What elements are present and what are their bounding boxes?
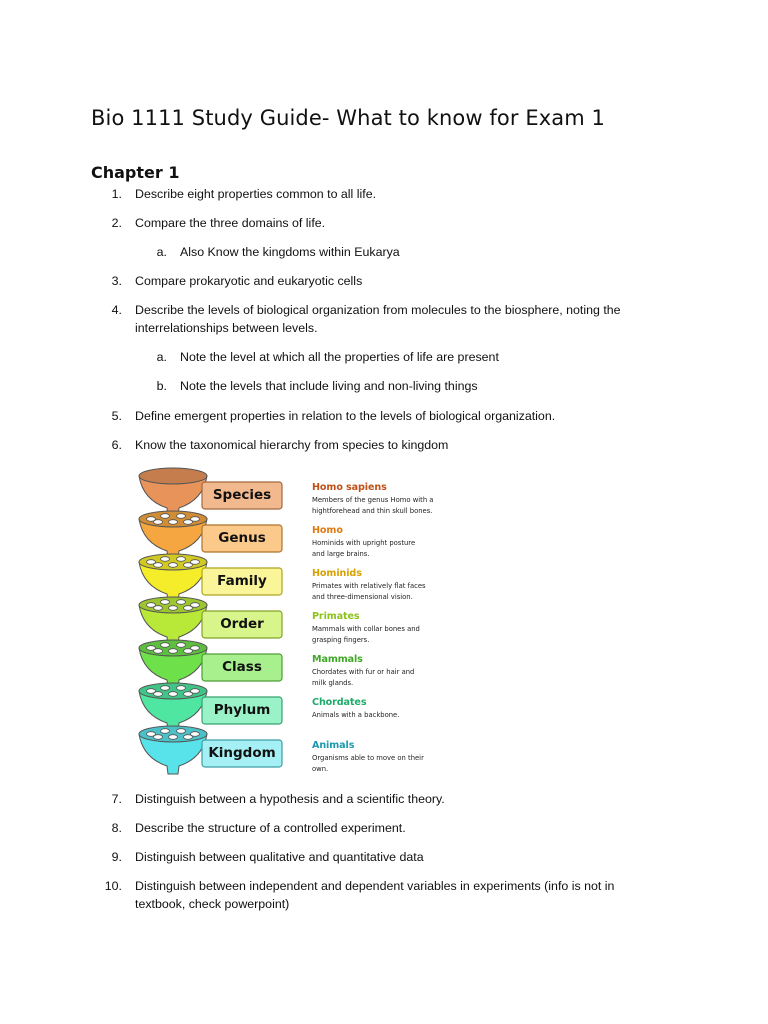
- list-item-text: Distinguish between a hypothesis and a scientific theory.: [135, 792, 445, 806]
- taxon-group-name: Hominids: [312, 568, 362, 579]
- funnel-hole: [154, 520, 163, 525]
- description-line: grasping fingers.: [312, 635, 370, 644]
- taxon-group-name: Homo sapiens: [312, 482, 387, 493]
- taxon-group-name: Chordates: [312, 697, 367, 708]
- description-line: Animals with a backbone.: [312, 711, 400, 719]
- list-item-text: Compare the three domains of life.: [135, 216, 326, 230]
- list-item-text: Know the taxonomical hierarchy from species to kingdom: [135, 438, 449, 452]
- description-line: Primates with relatively flat faces: [312, 582, 426, 590]
- funnel-hole: [177, 643, 186, 648]
- list-item-number: 5.: [111, 409, 122, 423]
- funnel-hole: [177, 514, 186, 519]
- list-item-number: 7.: [111, 792, 122, 806]
- funnel-hole: [169, 563, 178, 568]
- funnel-rim: [139, 468, 207, 484]
- description-line: own.: [312, 764, 329, 773]
- list-item-text: Describe the structure of a controlled experiment.: [135, 821, 406, 835]
- funnel-hole: [169, 520, 178, 525]
- funnel-hole: [161, 514, 170, 519]
- funnel-hole: [154, 606, 163, 611]
- taxon-rank-label: Family: [217, 573, 267, 589]
- funnel-hole: [154, 649, 163, 654]
- taxon-group-description: [312, 667, 436, 688]
- description-line: hightforehead and thin skull bones.: [312, 506, 433, 515]
- list-item-number: b.: [156, 379, 167, 393]
- taxon-group-description: [312, 538, 436, 559]
- taxon-group-name: Homo: [312, 525, 343, 536]
- list-item-text-continued: textbook, check powerpoint): [135, 897, 290, 911]
- funnel-hole: [169, 606, 178, 611]
- funnel-hole: [154, 563, 163, 568]
- taxonomy-funnel-figure: [136, 466, 436, 782]
- description-line: Members of the genus Homo with a: [312, 496, 434, 504]
- taxon-group-name: Mammals: [312, 654, 363, 665]
- taxon-rank-label: Order: [220, 616, 264, 632]
- description-line: Organisms able to move on their: [312, 754, 424, 762]
- list-item-text: Define emergent properties in relation to the levels of biological organization.: [135, 409, 556, 423]
- taxon-rank-label: Kingdom: [208, 745, 276, 761]
- description-line: Hominids with upright posture: [312, 539, 416, 547]
- page-title: Bio 1111 Study Guide- What to know for Exam 1: [91, 106, 605, 130]
- description-line: milk glands.: [312, 678, 354, 687]
- funnel-hole: [161, 643, 170, 648]
- list-item-text: Describe the levels of biological organization from molecules to the biosphere, noting the: [135, 303, 621, 317]
- funnel-hole: [161, 557, 170, 562]
- funnel-hole: [184, 692, 193, 697]
- funnel-hole: [169, 692, 178, 697]
- description-line: and three-dimensional vision.: [312, 592, 413, 601]
- chapter-heading: Chapter 1: [91, 163, 180, 182]
- funnel-hole: [169, 649, 178, 654]
- taxon-group-description: [312, 624, 436, 645]
- funnel-hole: [177, 600, 186, 605]
- list-item-number: 10.: [104, 879, 122, 893]
- description-line: Mammals with collar bones and: [312, 625, 420, 633]
- description-line: and large brains.: [312, 549, 370, 558]
- funnel-hole: [177, 686, 186, 691]
- taxon-rank-label: Species: [212, 487, 272, 503]
- funnel-hole: [161, 686, 170, 691]
- taxon-group-description: [312, 495, 436, 516]
- list-item-number: 4.: [111, 303, 122, 317]
- list-item-text: Compare prokaryotic and eukaryotic cells: [135, 274, 363, 288]
- taxon-rank-label: Class: [222, 659, 262, 675]
- list-item-text: Describe eight properties common to all life.: [135, 187, 377, 201]
- taxon-group-description: [312, 581, 436, 602]
- list-item-text: Note the levels that include living and non-living things: [180, 379, 478, 393]
- taxon-group-name: Primates: [312, 611, 360, 622]
- funnel-hole: [184, 649, 193, 654]
- taxon-rank-label: Genus: [218, 530, 266, 546]
- funnel-hole: [161, 729, 170, 734]
- list-item-number: 3.: [111, 274, 122, 288]
- taxon-group-name: Animals: [312, 740, 355, 751]
- funnel-hole: [184, 520, 193, 525]
- list-item-text: Distinguish between independent and dependent variables in experiments (info is not in: [135, 879, 615, 893]
- list-item-number: 2.: [111, 216, 122, 230]
- funnel-hole: [184, 735, 193, 740]
- taxon-group-description: [312, 710, 436, 721]
- funnel-hole: [161, 600, 170, 605]
- funnel-hole: [184, 606, 193, 611]
- funnel-hole: [177, 729, 186, 734]
- funnel-hole: [169, 735, 178, 740]
- list-item-text-continued: interrelationships between levels.: [135, 321, 318, 335]
- list-item-text: Note the level at which all the properties of life are present: [180, 350, 499, 364]
- list-item-text: Also Know the kingdoms within Eukarya: [180, 245, 400, 259]
- list-item-number: 6.: [111, 438, 122, 452]
- funnel-hole: [177, 557, 186, 562]
- list-item-number: a.: [156, 245, 167, 259]
- description-line: Chordates with fur or hair and: [312, 668, 415, 676]
- list-item-number: a.: [156, 350, 167, 364]
- list-item-text: Distinguish between qualitative and quantitative data: [135, 850, 424, 864]
- funnel-hole: [154, 735, 163, 740]
- funnel-hole: [184, 563, 193, 568]
- funnel-hole: [154, 692, 163, 697]
- taxon-rank-label: Phylum: [213, 702, 271, 718]
- taxon-group-description: [312, 753, 436, 774]
- list-item-number: 9.: [111, 850, 122, 864]
- list-item-number: 1.: [111, 187, 122, 201]
- list-item-number: 8.: [111, 821, 122, 835]
